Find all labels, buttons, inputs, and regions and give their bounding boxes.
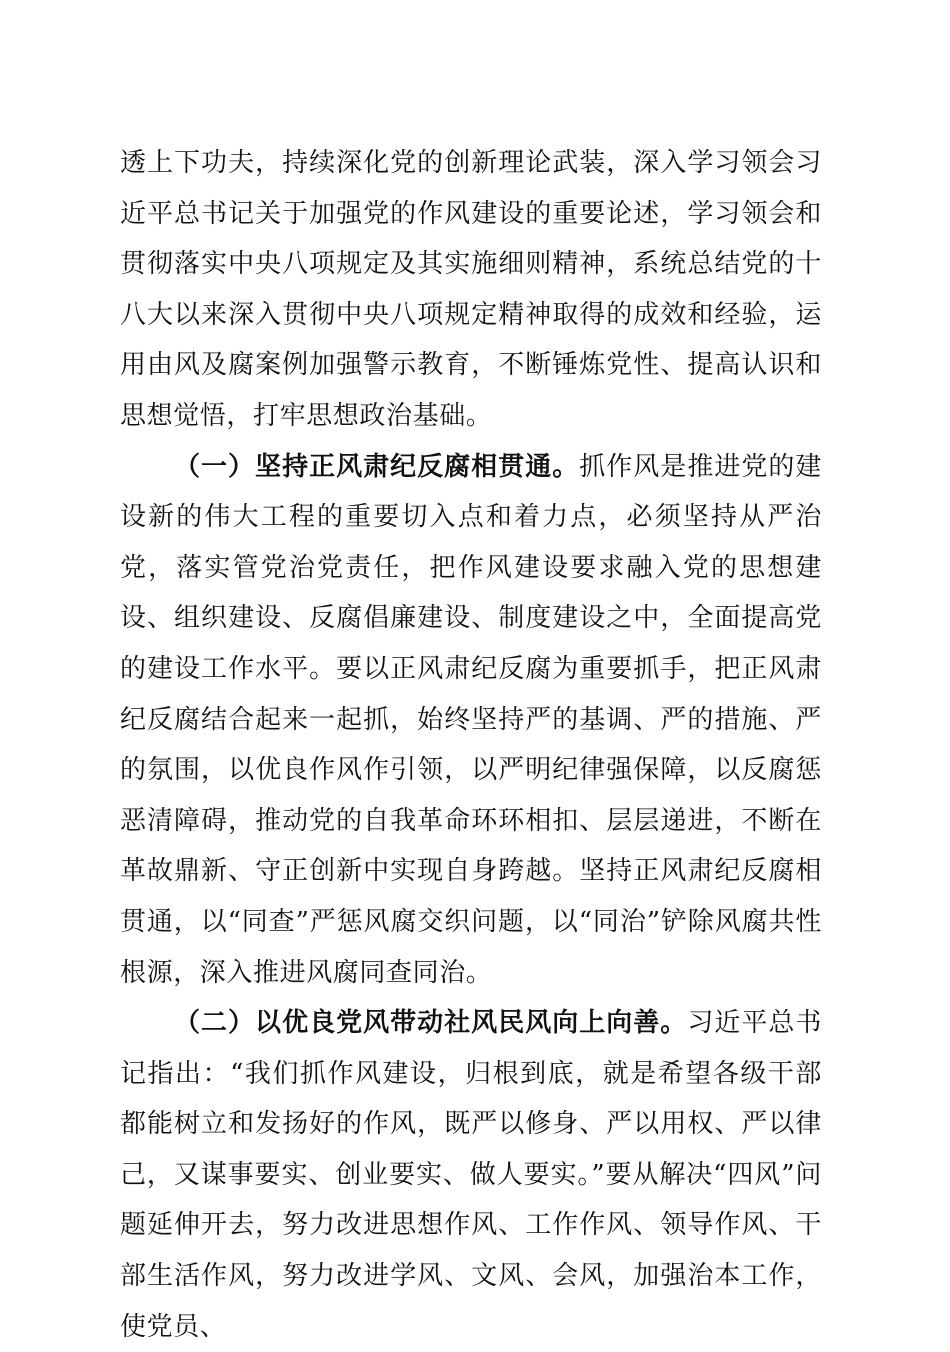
document-body [120, 138, 822, 1352]
paragraph-continuation [120, 138, 822, 442]
section-heading: （二）以优良党风带动社风民风向上向善。 [174, 1008, 688, 1039]
paragraph-text: 抓作风是推进党的建设新的伟大工程的重要切入点和着力点，必须坚持从严治党，落实管党治党责任，把作风建设要求融入党的思想建设、组织建设、反腐倡廉建设、制度建设之中，全面提高党的建设工作水平。要以正风肃纪反腐为重要抓手，把正风肃纪反腐结合起来一起抓，始终坚持严的基调、严的措施、严的氛围，以优良作风作引领，以严明纪律强保障，以反腐惩恶清障碍，推动党的自我革命环环相扣、层层递进，不断在革故鼎新、守正创新中实现自身跨越。坚持正风肃纪反腐相贯通，以“同查”严惩风腐交织问题，以“同治”铲除风腐共性根源，深入推进风腐同查同治。 [120, 451, 822, 988]
section-heading: （一）坚持正风肃纪反腐相贯通。 [174, 451, 580, 482]
paragraph-section-1 [120, 442, 822, 999]
paragraph-text: 习近平总书记指出：“我们抓作风建设，归根到底，就是希望各级干部都能树立和发扬好的作风，既严以修身、严以用权、严以律己，又谋事要实、创业要实、做人要实。”要从解决“四风”问题延伸开去，努力改进思想作风、工作作风、领导作风、干部生活作风，努力改进学风、文风、会风，加强治本工作，使党员、 [120, 1008, 822, 1342]
paragraph-section-2 [120, 998, 822, 1352]
paragraph-text: 透上下功夫，持续深化党的创新理论武装，深入学习领会习近平总书记关于加强党的作风建设的重要论述，学习领会和贯彻落实中央八项规定及其实施细则精神，系统总结党的十八大以来深入贯彻中央八项规定精神取得的成效和经验，运用由风及腐案例加强警示教育，不断锤炼党性、提高认识和思想觉悟，打牢思想政治基础。 [120, 148, 822, 431]
